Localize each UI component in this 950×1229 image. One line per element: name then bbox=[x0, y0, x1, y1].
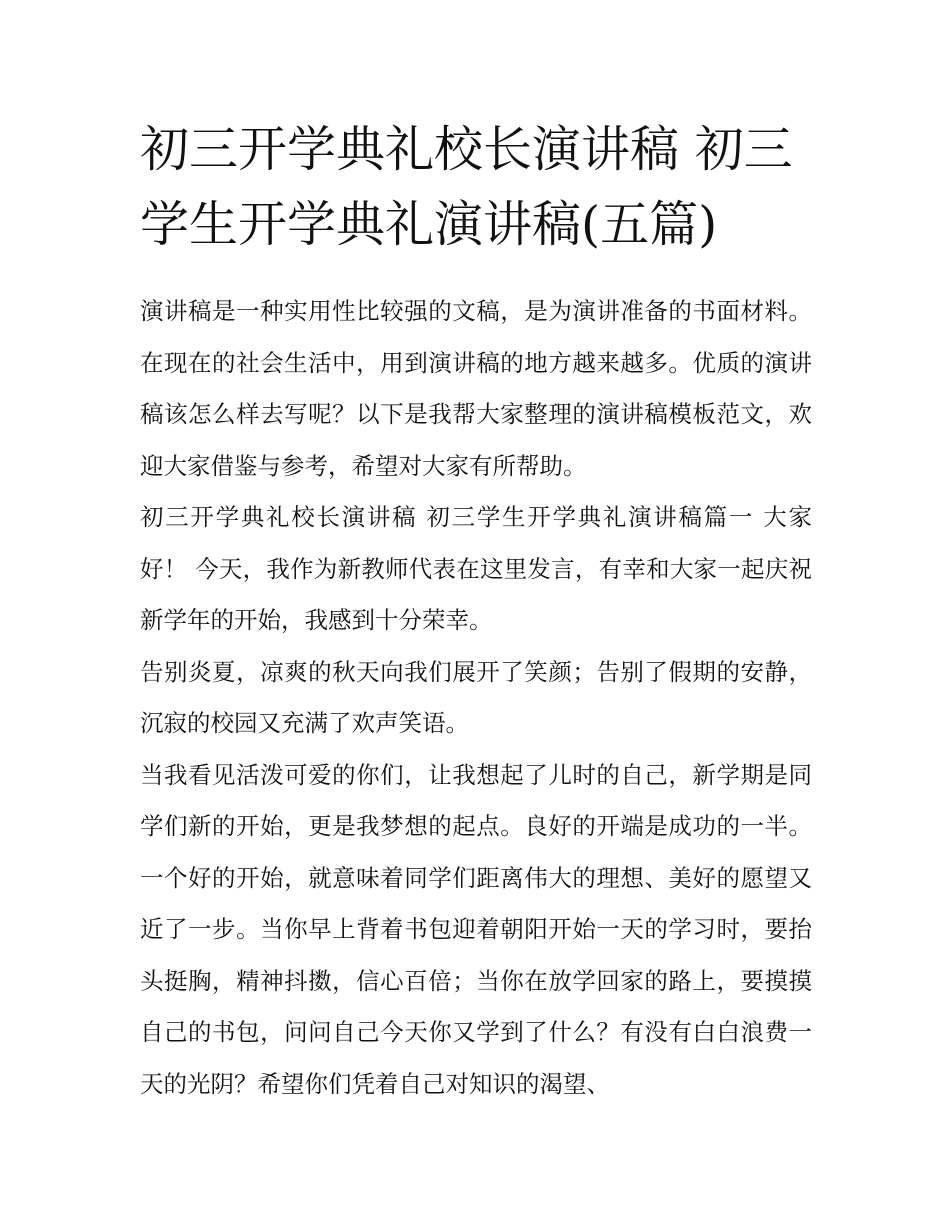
document-body bbox=[140, 286, 812, 1110]
document-page bbox=[140, 112, 812, 1110]
paragraph-new-semester: 当我看见活泼可爱的你们，让我想起了儿时的自己，新学期是同学们新的开始，更是我梦想的起点。良好的开端是成功的一半。一个好的开始，就意味着同学们距离伟大的理想、美好的愿望又近了一步。当你早上背着书包迎着朝阳开始一天的学习时，要抬头挺胸，精神抖擞，信心百倍；当你在放学回家的路上，要摸摸自己的书包，问问自己今天你又学到了什么？有没有白白浪费一天的光阴？希望你们凭着自己对知识的渴望、 bbox=[140, 760, 812, 1098]
paragraph-autumn: 告别炎夏，凉爽的秋天向我们展开了笑颜；告别了假期的安静，沉寂的校园又充满了欢声笑语。 bbox=[140, 657, 812, 737]
document-title: 初三开学典礼校长演讲稿 初三学生开学典礼演讲稿(五篇) bbox=[140, 121, 793, 253]
paragraph-intro: 演讲稿是一种实用性比较强的文稿，是为演讲准备的书面材料。在现在的社会生活中，用到演讲稿的地方越来越多。优质的演讲稿该怎么样去写呢？以下是我帮大家整理的演讲稿模板范文，欢迎大家借鉴与参考，希望对大家有所帮助。 bbox=[140, 297, 812, 480]
paragraph-greeting: 初三开学典礼校长演讲稿 初三学生开学典礼演讲稿篇一 大家好！ 今天，我作为新教师代表在这里发言，有幸和大家一起庆祝新学年的开始，我感到十分荣幸。 bbox=[140, 503, 812, 634]
